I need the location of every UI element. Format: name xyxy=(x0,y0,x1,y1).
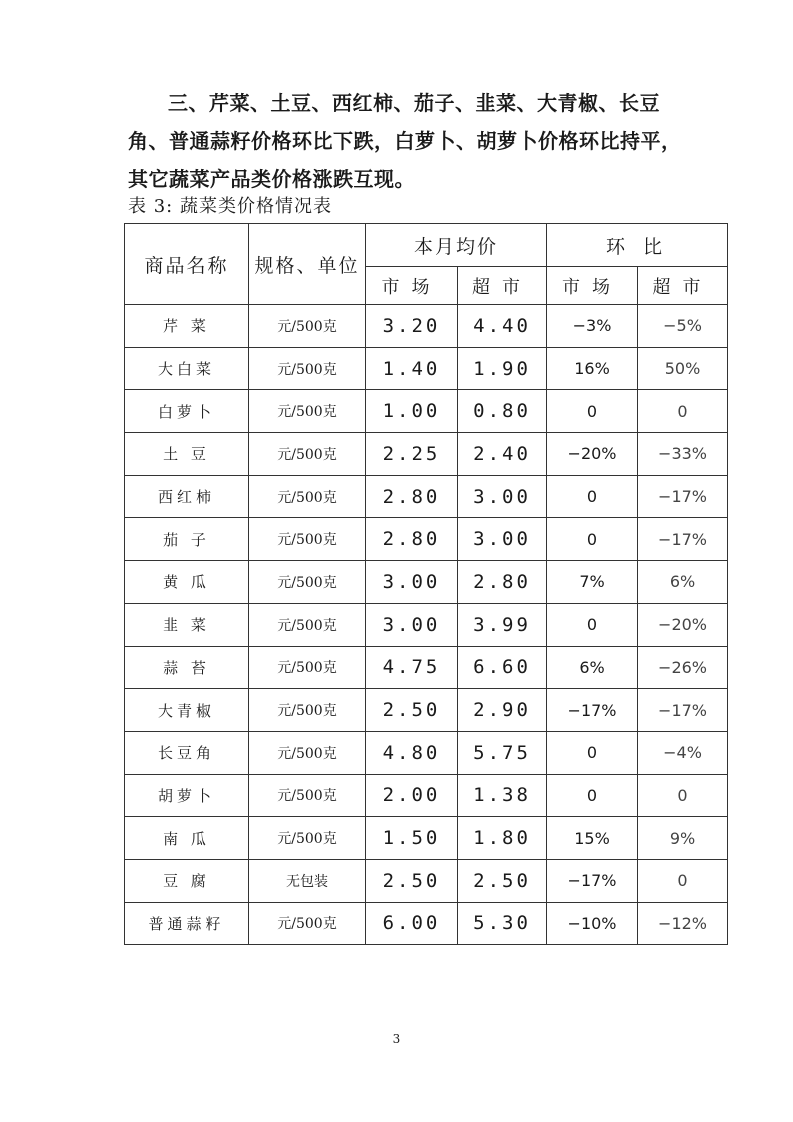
table-row xyxy=(125,475,728,518)
cell-price-super: 3.00 xyxy=(458,475,547,518)
cell-mom-market: 0 xyxy=(547,603,638,646)
cell-unit: 元/500克 xyxy=(249,817,366,860)
cell-name: 芹 菜 xyxy=(125,305,249,348)
cell-price-market: 4.80 xyxy=(366,731,458,774)
cell-unit: 元/500克 xyxy=(249,433,366,476)
cell-name: 黄 瓜 xyxy=(125,561,249,604)
cell-price-market: 1.50 xyxy=(366,817,458,860)
cell-price-market: 1.40 xyxy=(366,347,458,390)
cell-name: 大青椒 xyxy=(125,689,249,732)
table-row xyxy=(125,518,728,561)
cell-mom-super: 0 xyxy=(638,859,728,902)
cell-price-super: 3.00 xyxy=(458,518,547,561)
cell-mom-market: 7% xyxy=(547,561,638,604)
cell-mom-market: 0 xyxy=(547,731,638,774)
table-row xyxy=(125,774,728,817)
subheader-price-market: 市场 xyxy=(366,267,458,305)
cell-unit: 元/500克 xyxy=(249,646,366,689)
cell-unit: 元/500克 xyxy=(249,689,366,732)
cell-mom-market: 0 xyxy=(547,518,638,561)
cell-mom-super: 0 xyxy=(638,774,728,817)
cell-price-market: 3.00 xyxy=(366,561,458,604)
table-row xyxy=(125,689,728,732)
cell-price-super: 3.99 xyxy=(458,603,547,646)
cell-mom-super: 0 xyxy=(638,390,728,433)
cell-mom-market: 15% xyxy=(547,817,638,860)
cell-name: 胡萝卜 xyxy=(125,774,249,817)
cell-price-super: 2.80 xyxy=(458,561,547,604)
cell-mom-market: −3% xyxy=(547,305,638,348)
cell-price-market: 2.00 xyxy=(366,774,458,817)
table-row xyxy=(125,731,728,774)
cell-name: 南 瓜 xyxy=(125,817,249,860)
cell-price-super: 2.50 xyxy=(458,859,547,902)
cell-unit: 元/500克 xyxy=(249,390,366,433)
cell-price-super: 2.40 xyxy=(458,433,547,476)
cell-mom-market: −10% xyxy=(547,902,638,945)
cell-price-super: 5.30 xyxy=(458,902,547,945)
cell-unit: 元/500克 xyxy=(249,561,366,604)
cell-price-super: 6.60 xyxy=(458,646,547,689)
cell-price-market: 4.75 xyxy=(366,646,458,689)
cell-name: 蒜 苔 xyxy=(125,646,249,689)
cell-unit: 元/500克 xyxy=(249,774,366,817)
cell-mom-market: 0 xyxy=(547,475,638,518)
cell-price-market: 2.80 xyxy=(366,475,458,518)
cell-mom-super: −17% xyxy=(638,475,728,518)
cell-price-market: 2.50 xyxy=(366,689,458,732)
cell-mom-market: −20% xyxy=(547,433,638,476)
cell-unit: 元/500克 xyxy=(249,305,366,348)
header-avg-price: 本月均价 xyxy=(366,224,547,267)
header-name: 商品名称 xyxy=(125,224,249,305)
cell-mom-market: −17% xyxy=(547,859,638,902)
cell-unit: 元/500克 xyxy=(249,347,366,390)
vegetable-price-table xyxy=(124,223,728,945)
cell-unit: 元/500克 xyxy=(249,603,366,646)
cell-unit: 元/500克 xyxy=(249,731,366,774)
cell-mom-super: −12% xyxy=(638,902,728,945)
cell-price-super: 1.80 xyxy=(458,817,547,860)
cell-name: 大白菜 xyxy=(125,347,249,390)
table-row xyxy=(125,561,728,604)
cell-price-market: 2.50 xyxy=(366,859,458,902)
intro-paragraph: 三、芹菜、土豆、西红柿、茄子、韭菜、大青椒、长豆角、普通蒜籽价格环比下跌，白萝卜、胡萝卜价格环比持平，其它蔬菜产品类价格涨跌互现。 xyxy=(128,91,682,191)
cell-price-super: 0.80 xyxy=(458,390,547,433)
cell-mom-super: −5% xyxy=(638,305,728,348)
cell-mom-super: −4% xyxy=(638,731,728,774)
table-row xyxy=(125,859,728,902)
cell-name: 土 豆 xyxy=(125,433,249,476)
cell-unit: 无包装 xyxy=(249,859,366,902)
cell-price-super: 1.90 xyxy=(458,347,547,390)
table-caption: 表 3: 蔬菜类价格情况表 xyxy=(128,196,332,217)
table-row xyxy=(125,646,728,689)
cell-mom-super: 50% xyxy=(638,347,728,390)
cell-name: 普通蒜籽 xyxy=(125,902,249,945)
cell-mom-super: −17% xyxy=(638,689,728,732)
cell-price-market: 3.20 xyxy=(366,305,458,348)
cell-price-market: 3.00 xyxy=(366,603,458,646)
cell-price-market: 6.00 xyxy=(366,902,458,945)
cell-name: 豆 腐 xyxy=(125,859,249,902)
cell-mom-market: 16% xyxy=(547,347,638,390)
subheader-price-super: 超市 xyxy=(458,267,547,305)
header-mom: 环 比 xyxy=(547,224,728,267)
page-number: 3 xyxy=(392,1032,401,1046)
cell-price-super: 2.90 xyxy=(458,689,547,732)
cell-unit: 元/500克 xyxy=(249,475,366,518)
table-row xyxy=(125,902,728,945)
cell-price-market: 2.25 xyxy=(366,433,458,476)
cell-price-super: 1.38 xyxy=(458,774,547,817)
cell-mom-market: 6% xyxy=(547,646,638,689)
cell-mom-market: 0 xyxy=(547,774,638,817)
table-row xyxy=(125,603,728,646)
table-row xyxy=(125,433,728,476)
cell-name: 茄 子 xyxy=(125,518,249,561)
cell-mom-market: −17% xyxy=(547,689,638,732)
table-row xyxy=(125,817,728,860)
cell-price-market: 1.00 xyxy=(366,390,458,433)
table-header-row xyxy=(125,224,728,267)
cell-unit: 元/500克 xyxy=(249,518,366,561)
cell-mom-super: −26% xyxy=(638,646,728,689)
subheader-mom-super: 超市 xyxy=(638,267,728,305)
cell-name: 白萝卜 xyxy=(125,390,249,433)
cell-price-market: 2.80 xyxy=(366,518,458,561)
header-spec: 规格、单位 xyxy=(249,224,366,305)
table-row xyxy=(125,305,728,348)
cell-price-super: 5.75 xyxy=(458,731,547,774)
cell-mom-super: 9% xyxy=(638,817,728,860)
cell-name: 长豆角 xyxy=(125,731,249,774)
cell-mom-market: 0 xyxy=(547,390,638,433)
cell-mom-super: 6% xyxy=(638,561,728,604)
cell-unit: 元/500克 xyxy=(249,902,366,945)
subheader-mom-market: 市场 xyxy=(547,267,638,305)
table-row xyxy=(125,347,728,390)
cell-mom-super: −33% xyxy=(638,433,728,476)
cell-price-super: 4.40 xyxy=(458,305,547,348)
cell-name: 韭 菜 xyxy=(125,603,249,646)
cell-name: 西红柿 xyxy=(125,475,249,518)
cell-mom-super: −20% xyxy=(638,603,728,646)
table-row xyxy=(125,390,728,433)
cell-mom-super: −17% xyxy=(638,518,728,561)
